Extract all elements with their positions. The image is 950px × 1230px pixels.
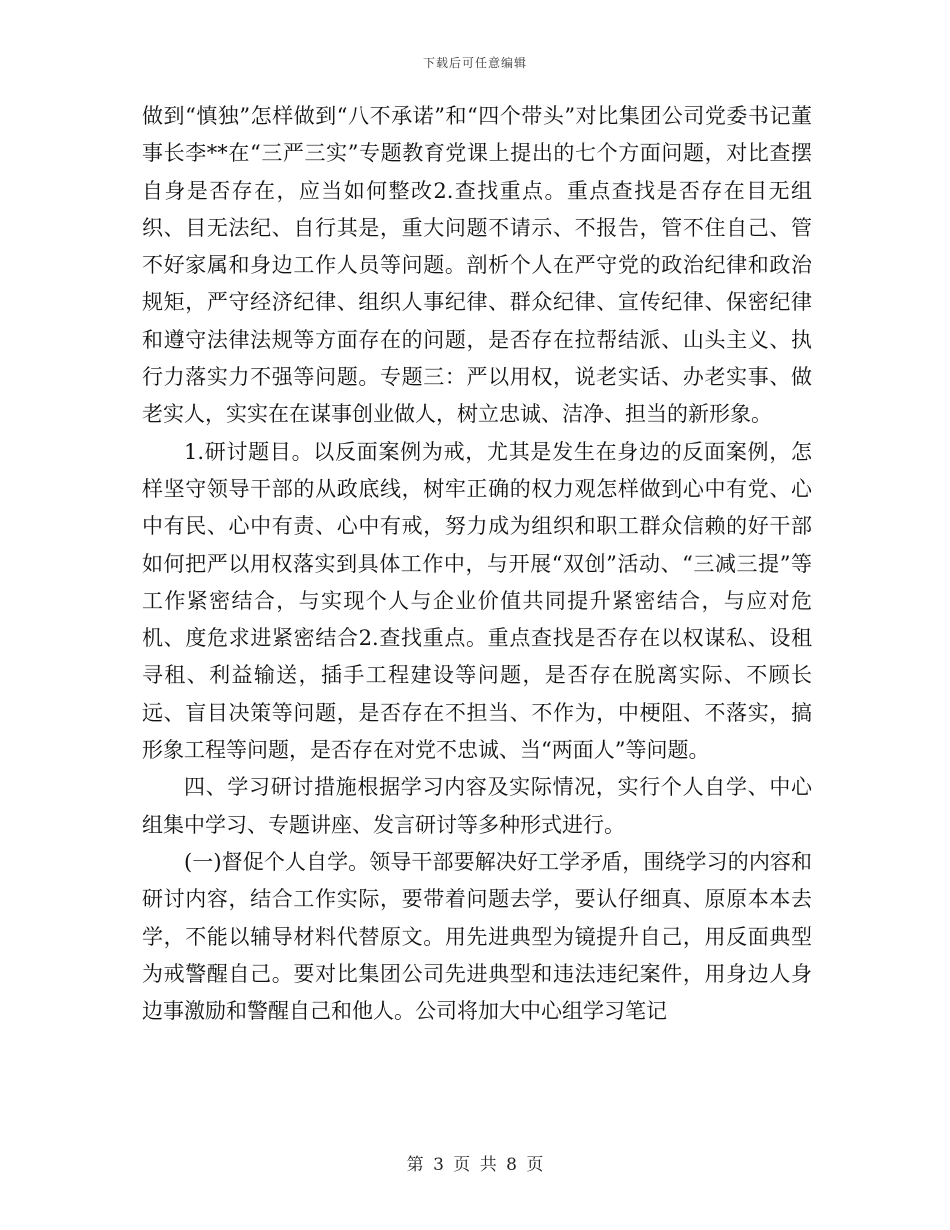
paragraph-research-topic: 1.研讨题目。以反面案例为戒，尤其是发生在身边的反面案例，怎样坚守领导干部的从政底线，树牢正确的权力观怎样做到心中有党、心中有民、心中有责、心中有戒，努力成为组织和职工群众信赖的好干部如何把严以用权落实到具体工作中，与开展“双创”活动、“三减三提”等工作紧密结合，与实现个人与企业价值共同提升紧密结合，与应对危机、度危求进紧密结合2.查找重点。重点查找是否存在以权谋私、设租寻租、利益输送，插手工程建设等问题，是否存在脱离实际、不顾长远、盲目决策等问题，是否存在不担当、不作为，中梗阻、不落实，搞形象工程等问题，是否存在对党不忠诚、当“两面人”等问题。 <box>142 439 812 763</box>
paragraph-self-study: (一)督促个人自学。领导干部要解决好工学矛盾，围绕学习的内容和研讨内容，结合工作实际，要带着问题去学，要认仔细真、原原本本去学，不能以辅导材料代替原文。用先进典型为镜提升自己，用反面典型为戒警醒自己。要对比集团公司先进典型和违法违纪案件，用身边人身边事激励和警醒自己和他人。公司将加大中心组学习笔记 <box>142 849 812 1024</box>
page-number: 第 3 页 共 8 页 <box>406 1155 544 1175</box>
paragraph-section-four: 四、学习研讨措施根据学习内容及实际情况，实行个人自学、中心组集中学习、专题讲座、发言研讨等多种形式进行。 <box>142 775 812 837</box>
page-header-note: 下载后可任意编辑 <box>422 56 527 70</box>
paragraph-continued: 做到“慎独”怎样做到“八不承诺”和“四个带头”对比集团公司党委书记董事长李**在“三严三实”专题教育党课上提出的七个方面问题，对比查摆自身是否存在，应当如何整改2.查找重点。重点查找是否存在目无组织、目无法纪、自行其是，重大问题不请示、不报告，管不住自己、管不好家属和身边工作人员等问题。剖析个人在严守党的政治纪律和政治规矩，严守经济纪律、组织人事纪律、群众纪律、宣传纪律、保密纪律和遵守法律法规等方面存在的问题，是否存在拉帮结派、山头主义、执行力落实力不强等问题。专题三：严以用权，说老实话、办老实事、做老实人，实实在在谋事创业做人，树立忠诚、洁净、担当的新形象。 <box>142 104 812 427</box>
document-body <box>142 98 812 1030</box>
